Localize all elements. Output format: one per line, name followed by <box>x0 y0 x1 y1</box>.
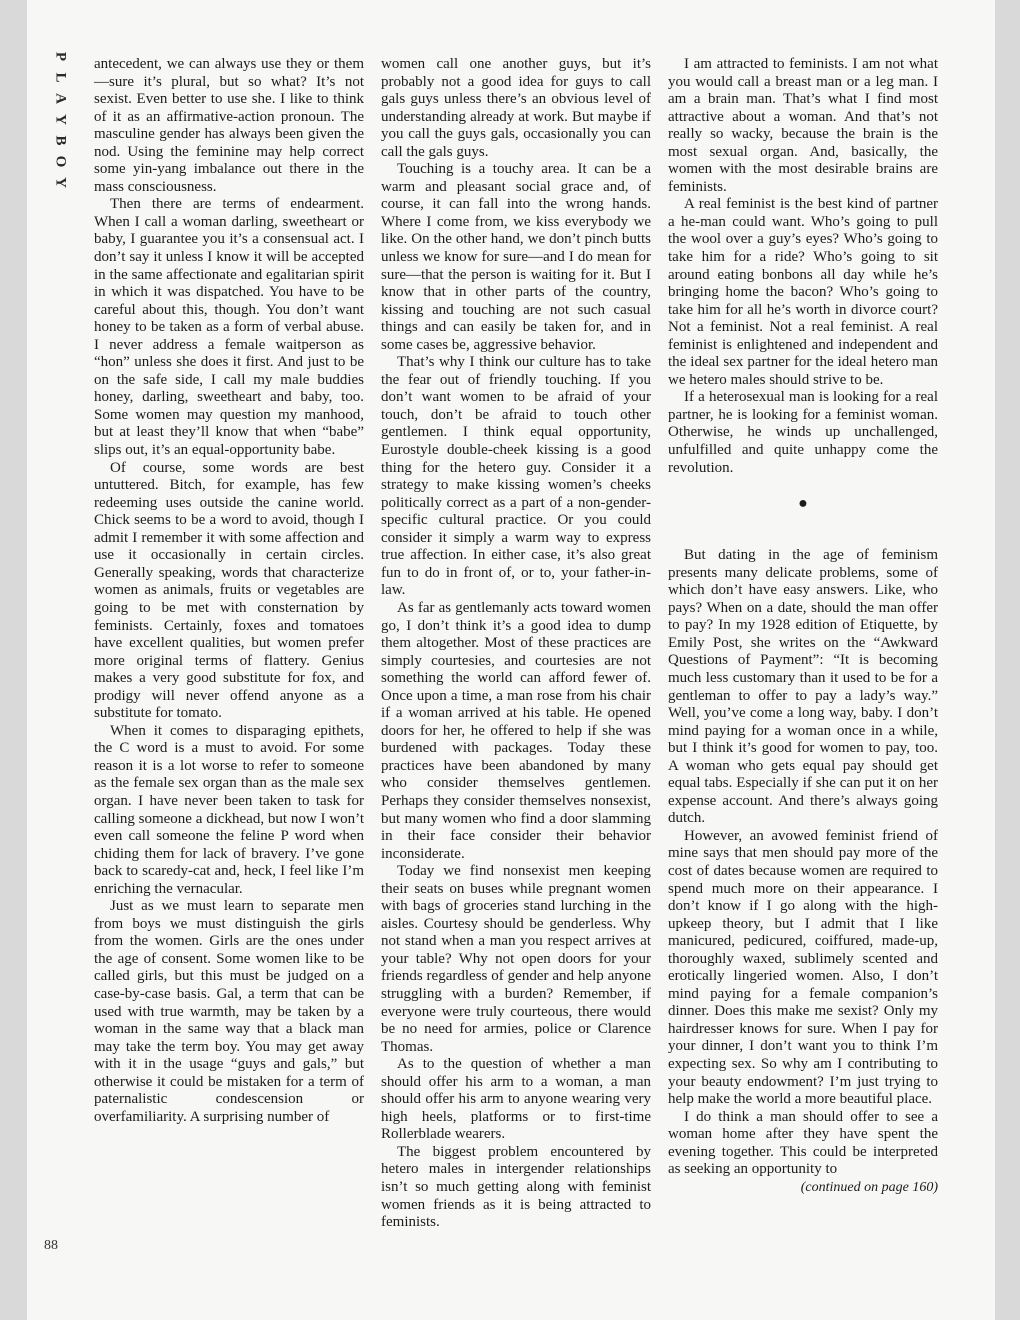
paragraph: When it comes to disparaging epithets, the C word is a must to avoid. For some reason it is a lot worse to refer to someone as the female sex organ than as the male sex organ. I have never been taken to task for calling someone a dickhead, but now I won’t even call someone the feline P word when chiding them for lack of bravery. I’ve gone back to scaredy-cat and, heck, I feel like I’m enriching the vernacular. <box>94 722 364 897</box>
column-1 <box>94 56 364 1126</box>
column-3 <box>668 56 938 1196</box>
paragraph: Then there are terms of endearment. When I call a woman darling, sweetheart or baby, I guarantee you it’s a consensual act. I don’t say it unless I know it will be accepted in the same affectionate and egalitarian spirit in which it was dispatched. You have to be careful about this, though. You don’t want honey to be taken as a form of verbal abuse. I never address a female waitperson as “hon” unless she does it first. And just to be on the safe side, I call my male buddies honey, darling, sweetheart and baby, too. Some women may question my manhood, but at least they’ll know that when “babe” slips out, it’s an equal-opportunity babe. <box>94 196 364 459</box>
title-letter: Y <box>52 114 69 125</box>
paragraph: That’s why I think our culture has to take the fear out of friendly touching. If you don’t want women to be afraid of your touch, don’t be afraid to touch other gentlemen. I think equal opportunity, Eurostyle double-cheek kissing is a good thing for the hetero guy. Consider it a strategy to make kissing women’s cheeks politically correct as a part of a non-gender-specific cultural practice. Or you could consider it simply a warm way to express true affection. In either case, it’s also great fun to do in front of, or to, your father-in-law. <box>381 354 651 599</box>
continued-note: (continued on page 160) <box>800 1179 938 1195</box>
paragraph: Just as we must learn to separate men from boys we must distinguish the girls from the women. Girls are the ones under the age of consent. Some women like to be called girls, but this must be judged on a case-by-case basis. Gal, a term that can be used with true warmth, may be taken by a woman in the same way that a black man may take the term boy. You may get away with it in the usage “guys and gals,” but otherwise it could be mistaken for a term of paternalistic condescension or overfamiliarity. A surprising number of <box>94 898 364 1125</box>
title-letter: O <box>52 155 69 168</box>
paragraph: Today we find nonsexist men keeping their seats on buses while pregnant women with bags of groceries stand lurching in the aisles. Courtesy should be genderless. Why not stand when a man you respect arrives at your table? Why not open doors for your friends regardless of gender and help anyone struggling with a burden? Remember, if everyone were truly courteous, there would be no need for armies, police or Clarence Thomas. <box>381 863 651 1055</box>
paragraph: I am attracted to feminists. I am not what you would call a breast man or a leg man. I am a brain man. That’s what I find most attractive about a woman. And that’s not really so wacky, because the brain is the most sexual organ. And, basically, the women with the most desirable brains are feminists. <box>668 56 938 195</box>
paragraph: antecedent, we can always use they or them—sure it’s plural, but so what? It’s not sexist. Even better to use she. I like to think of it as an affirmative-action pronoun. The masculine gender has always been given the nod. Using the feminine may help correct some yin-yang imbalance out there in the mass consciousness. <box>94 56 364 195</box>
paragraph: A real feminist is the best kind of partner a he-man could want. Who’s going to pull the wool over a guy’s eyes? Who’s going to take him for a ride? Who’s going to sit around eating bonbons all day while he’s bringing home the bacon? Who’s going to take him for all he’s worth in divorce court? Not a feminist. Not a real feminist. A real feminist is enlightened and independent and the ideal sex partner for the ideal hetero man we hetero males should strive to be. <box>668 196 938 388</box>
paragraph: As to the question of whether a man should offer his arm to a woman, a man should offer his arm to anyone wearing very high heels, platforms or to first-time Rollerblade wearers. <box>381 1056 651 1143</box>
title-letter: L <box>52 72 69 83</box>
magazine-title-vertical <box>52 46 68 193</box>
paragraph: women call one another guys, but it’s probably not a good idea for guys to call gals guys unless there’s an obvious level of understanding already at work. But maybe if you call the guys gals, occasionally you can call the gals guys. <box>381 56 651 160</box>
section-separator-dot: ● <box>798 495 808 513</box>
paragraph: I do think a man should offer to see a woman home after they have spent the evening together. This could be interpreted as seeking an opportunity to <box>668 1108 938 1178</box>
title-letter: P <box>52 51 69 62</box>
paragraph: If a heterosexual man is looking for a real partner, he is looking for a feminist woman. Otherwise, he winds up unchallenged, unfulfilled and quite unhappy come the revolution. <box>668 389 938 476</box>
page-number: 88 <box>44 1238 58 1253</box>
paragraph: Of course, some words are best untuttered. Bitch, for example, has few redeeming uses outside the canine world. Chick seems to be a word to avoid, though I admit I remember it with some affection and use it occasionally in certain circles. Generally speaking, words that characterize women as animals, fruits or vegetables are going to be met with consternation by feminists. Certainly, foxes and tomatoes have excellent qualities, but women prefer more original terms of flattery. Genius makes a very good substitute for fox, and prodigy will never offend anyone as a substitute for tomato. <box>94 459 364 722</box>
title-letter: Y <box>52 177 69 188</box>
title-letter: B <box>52 135 69 146</box>
paragraph: Touching is a touchy area. It can be a warm and pleasant social grace and, of course, it can fall into the wrong hands. Where I come from, we kiss everybody we like. On the other hand, we don’t pinch butts unless we know for sure—and I do mean for sure—that the person is waiting for it. But I know that in other parts of the country, kissing and touching are not such casual things and can easily be taken for, and in some cases be, aggressive behavior. <box>381 161 651 353</box>
title-letter: A <box>52 93 69 104</box>
paragraph: However, an avowed feminist friend of mine says that men should pay more of the cost of dates because women are required to spend much more on their appearance. I don’t know if I go along with the high-upkeep theory, but I admit that I like manicured, pedicured, coiffured, made-up, thoroughly waxed, sublimely scented and erotically lingeried women. Also, I don’t mind paying for a female companion’s dinner. Does this make me sexist? Only my hairdresser knows for sure. When I pay for your dinner, I don’t want you to think I’m expecting sex. So why am I contributing to your beauty endowment? I’m just trying to help make the world a more beautiful place. <box>668 827 938 1108</box>
paragraph: The biggest problem encountered by hetero males in intergender relationships isn’t so much getting along with feminist women friends as it is being attracted to feminists. <box>381 1143 651 1231</box>
paragraph: But dating in the age of feminism presents many delicate problems, some of which don’t have easy answers. Like, who pays? When on a date, should the man offer to pay? In my 1928 edition of Etiquette, by Emily Post, she writes on the “Awkward Questions of Payment”: “It is becoming much less customary than it used to be for a gentleman to offer to pay a lady’s way.” Well, you’ve come a long way, baby. I don’t mind paying for a woman once in a while, but I think it’s good for women to pay, too. A woman who gets equal pay should get equal tabs. Especially if she can put it on her expense account. And there’s always going dutch. <box>668 547 938 827</box>
column-2 <box>381 56 651 1232</box>
paragraph: As far as gentlemanly acts toward women go, I don’t think it’s a good idea to dump them altogether. Most of these practices are simply courtesies, and courtesies are not something the world can afford fewer of. Once upon a time, a man rose from his chair if a woman arrived at his table. He opened doors for her, he offered to help if she was burdened with packages. Today these practices have been abandoned by many who consider themselves gentlemen. Perhaps they consider themselves nonsexist, but many women who find a door slamming in their face consider their behavior inconsiderate. <box>381 599 651 862</box>
